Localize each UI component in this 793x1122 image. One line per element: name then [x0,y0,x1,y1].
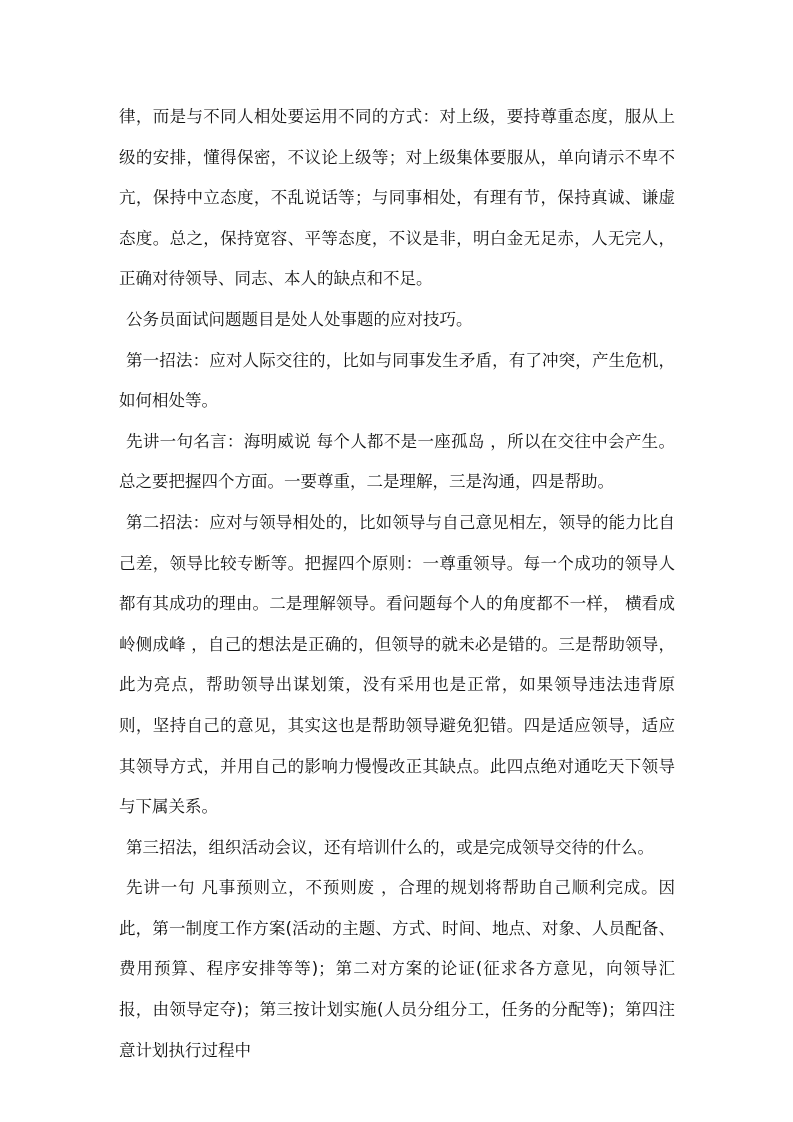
paragraph-topic-intro: 公务员面试问题题目是处人处事题的应对技巧。 [126,309,473,329]
paragraph-method-1: 第一招法：应对人际交往的，比如与同事发生矛盾，有了冲突，产生危机，如何相处等。 [119,350,675,411]
paragraph-quote-hemingway: 先讲一句名言：海明威说 每个人都不是一座孤岛 ，所以在交往中会产生。总之要把握四个方面。一要尊重，二是理解，三是沟通，四是帮助。 [119,431,675,492]
paragraph-method-3: 第三招法，组织活动会议，还有培训什么的，或是完成领导交待的什么。 [126,837,654,857]
paragraph-continuation: 律，而是与不同人相处要运用不同的方式：对上级，要持尊重态度，服从上级的安排，懂得保密，不议论上级等；对上级集体要服从，单向请示不卑不亢，保持中立态度，不乱说话等；与同事相处，有理有节，保持真诚、谦虚态度。总之，保持宽容、平等态度，不议是非，明白金无足赤，人无完人，正确对待领导、同志、本人的缺点和不足。 [119,107,675,289]
paragraph-planning: 先讲一句 凡事预则立，不预则废 ，合理的规划将帮助自己顺利完成。因此，第一制度工作方案(活动的主题、方式、时间、地点、对象、人员配备、费用预算、程序安排等等)；第二对方案的论证(征求各方意见，向领导汇报，由领导定夺)；第三按计划实施(人员分组分工，任务的分配等)；第四注意计划执行过程中 [119,878,675,1060]
document-body [119,97,675,1071]
paragraph-method-2: 第二招法：应对与领导相处的，比如领导与自己意见相左，领导的能力比自己差，领导比较专断等。把握四个原则：一尊重领导。每一个成功的领导人都有其成功的理由。二是理解领导。看问题每个人的角度都不一样， 横看成岭侧成峰 ，自己的想法是正确的，但领导的就未必是错的。三是帮助领导，此为亮点，帮助领导出谋划策，没有采用也是正常，如果领导违法违背原则，坚持自己的意见，其实这也是帮助领导避免犯错。四是适应领导，适应其领导方式，并用自己的影响力慢慢改正其缺点。此四点绝对通吃天下领导与下属关系。 [119,512,675,817]
